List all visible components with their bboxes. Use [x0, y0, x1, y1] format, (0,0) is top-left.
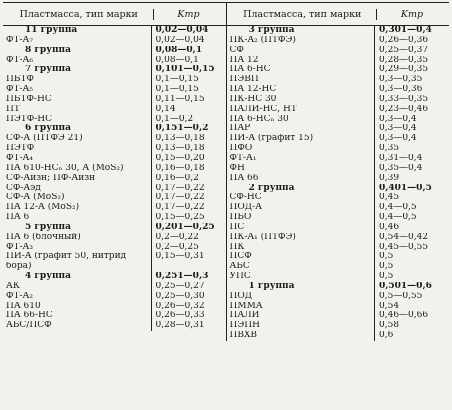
material-name: СФ: [229, 45, 244, 55]
material-name: СФ-А (MoS₂): [6, 193, 65, 203]
friction-value: 0,5—0,55: [374, 292, 449, 302]
material-row: [227, 65, 450, 75]
friction-value: 0,02—0,04: [151, 26, 226, 36]
material-name: ПБО: [229, 213, 252, 223]
header-right: [226, 3, 449, 26]
material-row: [227, 243, 450, 253]
friction-value: 0,15—0,31: [151, 252, 226, 262]
material-row: [227, 302, 450, 312]
material-row: [227, 262, 450, 272]
friction-value: 0,35—0,4: [374, 164, 449, 174]
friction-value: 0,17—0,22: [151, 193, 226, 203]
friction-value: 0,25—0,30: [151, 292, 226, 302]
material-row: [227, 75, 450, 85]
material-row: [227, 311, 450, 321]
material-row: [3, 262, 226, 272]
friction-value: 0,46: [374, 223, 449, 233]
friction-value: 0,25—0,37: [374, 46, 449, 56]
header-left: [3, 3, 226, 26]
material-row: [227, 223, 450, 233]
material-row: [227, 331, 450, 341]
material-row: [3, 95, 226, 105]
group-row: [227, 184, 450, 194]
material-name: ФТ-А₇: [6, 35, 33, 45]
material-row: [227, 105, 450, 115]
group-name: 11 группа: [25, 26, 78, 35]
material-row: [3, 233, 226, 243]
material-name: ПС: [229, 222, 245, 232]
material-row: [3, 292, 226, 302]
friction-value: 0,02—0,04: [151, 36, 226, 46]
material-row: [227, 154, 450, 164]
friction-value: 0,46—0,66: [374, 311, 449, 321]
friction-value: 0,16—0,2: [151, 174, 226, 184]
material-name: ПА 610-НСₙ 30, А (MoS₂): [6, 163, 124, 173]
friction-value: 0,31—0,4: [374, 154, 449, 164]
friction-value: 0,3—0,36: [374, 85, 449, 95]
friction-value: 0,5: [374, 252, 449, 262]
friction-value: 0,13—0,18: [151, 144, 226, 154]
material-row: [227, 124, 450, 134]
friction-value: 0,15—0,25: [151, 213, 226, 223]
group-row: [3, 223, 226, 233]
friction-value: 0,23—0,46: [374, 105, 449, 115]
material-name: ПА 12-А (MoS₂): [6, 203, 80, 213]
friction-value: 0,3—0,4: [374, 134, 449, 144]
material-row: [3, 36, 226, 46]
material-row: [3, 115, 226, 125]
friction-value: 0,101—0,15: [151, 65, 226, 75]
material-name: ПА 6: [6, 213, 30, 223]
group-row: [3, 26, 226, 36]
friction-value: 0,29—0,35: [374, 65, 449, 75]
friction-value: 0,39: [374, 174, 449, 184]
material-row: [3, 174, 226, 184]
material-row: [227, 95, 450, 105]
material-row: [227, 252, 450, 262]
friction-value: 0,2—0,22: [151, 233, 226, 243]
left-column: [3, 26, 226, 331]
material-name: ПК-А₁ (ПТФЭ): [229, 232, 296, 242]
group-name: 8 группа: [25, 45, 71, 55]
material-name: ФН: [229, 163, 245, 173]
friction-value: 0,13—0,18: [151, 134, 226, 144]
material-name: СФ-НС: [229, 193, 262, 203]
material-name: ФТ-А₆: [6, 55, 33, 65]
friction-value: 0,251—0,3: [151, 272, 226, 282]
group-name: 4 группа: [25, 272, 71, 282]
material-name: АБС/ПСФ: [6, 321, 52, 331]
material-name: ПА 6-НСₙ 30: [229, 114, 289, 124]
group-row: [227, 26, 450, 36]
group-name: 3 группа: [248, 26, 295, 35]
material-name: ПФО: [229, 144, 253, 154]
material-name: ФТ-А₄: [6, 153, 33, 163]
material-row: [3, 144, 226, 154]
material-row: [227, 164, 450, 174]
friction-value: 0,17—0,22: [151, 184, 226, 194]
right-column: [227, 26, 450, 341]
friction-value: [151, 262, 226, 272]
header-val-left: Kтр: [153, 9, 224, 20]
material-row: [3, 164, 226, 174]
friction-value: 0,5: [374, 262, 449, 272]
material-name: ПВХВ: [229, 331, 257, 341]
friction-value: 0,33—0,35: [374, 95, 449, 105]
group-name: 1 группа: [248, 281, 295, 291]
material-name: УПС: [229, 272, 251, 282]
friction-value: 0,501—0,6: [374, 282, 449, 292]
material-row: [3, 85, 226, 95]
friction-value: 0,35: [374, 144, 449, 154]
group-row: [227, 282, 450, 292]
friction-value: 0,15—0,20: [151, 154, 226, 164]
group-name: 7 группа: [25, 65, 71, 75]
header-val-right: Kтр: [376, 9, 447, 20]
material-name: ПК-НС 30: [229, 94, 277, 104]
material-row: [3, 302, 226, 312]
group-row: [3, 124, 226, 134]
material-row: [3, 252, 226, 262]
friction-value: 0,1—0,15: [151, 85, 226, 95]
material-name: ПК: [229, 242, 245, 252]
friction-value: 0,17—0,22: [151, 203, 226, 213]
material-name: АК: [6, 281, 20, 291]
friction-value: 0,16—0,18: [151, 164, 226, 174]
material-row: [227, 213, 450, 223]
material-name: ПСФ: [229, 252, 252, 262]
material-row: [227, 134, 450, 144]
friction-value: 0,1—0,2: [151, 115, 226, 125]
friction-value: 0,401—0,5: [374, 184, 449, 194]
material-name: ПА 12-НС: [229, 85, 277, 95]
group-name: 5 группа: [25, 222, 71, 232]
header-row: [3, 3, 449, 26]
material-name: ПАЛИ: [229, 311, 260, 321]
material-row: [3, 311, 226, 321]
material-name: ПТ: [6, 104, 20, 114]
friction-value: 0,6: [374, 331, 449, 341]
friction-value: 0,58: [374, 321, 449, 331]
friction-value: 0,14: [151, 105, 226, 115]
material-row: [3, 203, 226, 213]
material-row: [3, 243, 226, 253]
material-row: [3, 75, 226, 85]
material-row: [227, 193, 450, 203]
group-name: 6 группа: [25, 124, 71, 134]
material-name: ПАР: [229, 124, 251, 134]
material-row: [3, 56, 226, 66]
material-row: [227, 174, 450, 184]
material-row: [3, 134, 226, 144]
material-name: ФТ-А₃: [6, 242, 33, 252]
friction-value: 0,26—0,32: [151, 302, 226, 312]
friction-value: 0,4—0,5: [374, 203, 449, 213]
material-name: СФ-А (ПТФЭ 21): [6, 134, 83, 144]
material-name: ПА 12: [229, 55, 259, 65]
friction-value: 0,1—0,15: [151, 75, 226, 85]
friction-value: 0,151—0,2: [151, 124, 226, 134]
material-name: ФТ-А₅: [6, 85, 33, 95]
material-row: [227, 36, 450, 46]
friction-value: 0,11—0,15: [151, 95, 226, 105]
material-name: ПБТФ-НС: [6, 94, 52, 104]
group-name: 2 группа: [248, 183, 295, 193]
group-row: [3, 272, 226, 282]
material-row: [3, 321, 226, 331]
material-name: ПОД: [229, 291, 253, 301]
material-name: ФТ-А₁: [229, 153, 257, 163]
material-name: СФ-Аизн; ПФ-Аизн: [6, 173, 96, 183]
material-name: бора): [6, 262, 32, 272]
material-row: [227, 203, 450, 213]
friction-value: 0,201—0,25: [151, 223, 226, 233]
material-name: ПК-А₂ (ПТФЭ): [229, 35, 296, 45]
friction-value: 0,26—0,33: [151, 311, 226, 321]
friction-value: 0,3—0,4: [374, 115, 449, 125]
material-name: ПА 6-НС: [229, 65, 271, 75]
material-row: [227, 46, 450, 56]
friction-value: 0,3—0,35: [374, 75, 449, 85]
friction-value: 0,5: [374, 272, 449, 282]
material-name: ФТ-А₂: [6, 291, 33, 301]
material-row: [227, 85, 450, 95]
material-name: ПА 66-НС: [6, 311, 53, 321]
friction-value: 0,2—0,25: [151, 243, 226, 253]
friction-value: 0,08—0,1: [151, 46, 226, 56]
friction-value: 0,08—0,1: [151, 56, 226, 66]
friction-value: 0,25—0,27: [151, 282, 226, 292]
material-row: [3, 154, 226, 164]
group-row: [3, 46, 226, 56]
material-name: ПЭПН: [229, 321, 260, 331]
material-name: ПОД-А: [229, 203, 262, 213]
material-name: АБС: [229, 262, 250, 272]
material-row: [3, 105, 226, 115]
group-row: [3, 65, 226, 75]
material-row: [227, 321, 450, 331]
friction-value: 0,45: [374, 193, 449, 203]
friction-value: 0,28—0,31: [151, 321, 226, 331]
material-name: ПММА: [229, 301, 263, 311]
material-row: [227, 115, 450, 125]
friction-value: 0,301—0,4: [374, 26, 449, 36]
material-name: ПЭТФ: [6, 144, 35, 154]
header-name-right: Пластмасса, тип марки: [243, 8, 362, 20]
material-name: ПА 6 (блочный): [6, 232, 81, 242]
friction-value: 0,54: [374, 302, 449, 312]
material-row: [3, 184, 226, 194]
material-name: ПА 66: [229, 173, 259, 183]
material-name: ПБТФ: [6, 75, 34, 85]
friction-value: 0,54—0,42: [374, 233, 449, 243]
material-row: [3, 193, 226, 203]
friction-value: 0,26—0,36: [374, 36, 449, 46]
material-name: СФ-Аэд: [6, 183, 41, 193]
material-row: [3, 213, 226, 223]
material-row: [227, 272, 450, 282]
friction-table: [3, 2, 449, 341]
material-name: ПИ-А (графит 50, нитрид: [6, 252, 127, 262]
material-row: [227, 144, 450, 154]
material-name: ПИ-А (графит 15): [229, 134, 314, 144]
friction-value: 0,4—0,5: [374, 213, 449, 223]
material-name: ПЭТФ-НС: [6, 114, 52, 124]
material-row: [227, 233, 450, 243]
friction-value: 0,3—0,4: [374, 124, 449, 134]
friction-value: 0,28—0,35: [374, 56, 449, 66]
material-name: ПАЛИ-НС, НТ: [229, 104, 297, 114]
material-row: [3, 282, 226, 292]
material-name: ПЭВП: [229, 75, 259, 85]
header-name-left: Пластмасса, тип марки: [19, 8, 138, 20]
material-name: ПА 610: [6, 301, 41, 311]
material-row: [227, 292, 450, 302]
material-row: [227, 56, 450, 66]
friction-value: 0,45—0,55: [374, 243, 449, 253]
